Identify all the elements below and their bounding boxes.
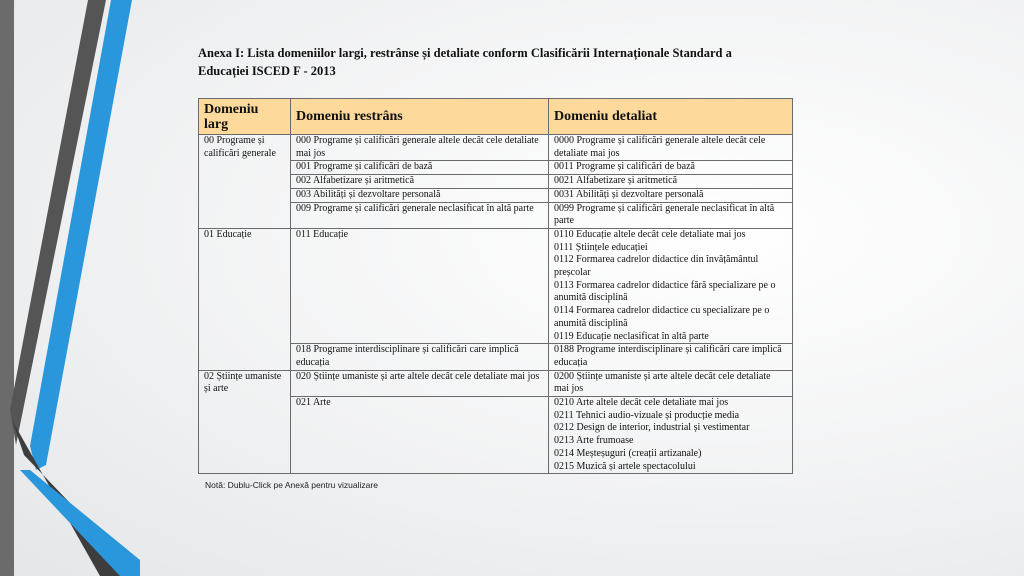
detailed-entry: 0211 Tehnici audio-vizuale și producție media bbox=[554, 409, 740, 421]
detailed-cell bbox=[549, 135, 793, 161]
broad-cell bbox=[199, 397, 291, 474]
detailed-entry: 0031 Abilități și dezvoltare personală bbox=[554, 188, 704, 200]
narrow-cell: 020 Științe umaniste și arte altele decât cele detaliate mai jos bbox=[291, 370, 549, 396]
header-domeniu-detaliat: Domeniu detaliat bbox=[549, 99, 793, 135]
table-row bbox=[199, 188, 793, 202]
detailed-cell bbox=[549, 175, 793, 189]
table-row bbox=[199, 344, 793, 370]
detailed-entry: 0119 Educație neclasificat în altă parte bbox=[554, 330, 709, 342]
detailed-entry: 0210 Arte altele decât cele detaliate mai jos bbox=[554, 397, 729, 409]
title-line-1: Anexa I: Lista domeniilor largi, restrânse și detaliate conform Clasificării Internaționale Standard a bbox=[198, 46, 732, 60]
broad-cell: 01 Educație bbox=[199, 228, 291, 343]
broad-cell bbox=[199, 161, 291, 175]
broad-cell: 00 Programe și calificări generale bbox=[199, 135, 291, 161]
detailed-cell bbox=[549, 370, 793, 396]
detailed-entry: 0011 Programe și calificări de bază bbox=[554, 161, 695, 173]
narrow-cell: 011 Educație bbox=[291, 228, 549, 343]
detailed-entry: 0213 Arte frumoase bbox=[554, 435, 634, 447]
isced-table bbox=[198, 98, 793, 474]
narrow-cell: 002 Alfabetizare și aritmetică bbox=[291, 175, 549, 189]
detailed-entry: 0214 Meșteșuguri (creații artizanale) bbox=[554, 447, 702, 459]
detailed-entry: 0112 Formarea cadrelor didactice din învățământul preșcolar bbox=[554, 254, 759, 279]
narrow-cell: 000 Programe și calificări generale altele decât cele detaliate mai jos bbox=[291, 135, 549, 161]
detailed-entry: 0113 Formarea cadrelor didactice fără specializare pe o anumită disciplină bbox=[554, 279, 776, 304]
detailed-entry: 0212 Design de interior, industrial și vestimentar bbox=[554, 422, 750, 434]
detailed-entry: 0000 Programe și calificări generale altele decât cele detaliate mai jos bbox=[554, 135, 766, 159]
footnote: Notă: Dublu-Click pe Anexă pentru vizualizare bbox=[205, 480, 378, 490]
narrow-cell: 018 Programe interdisciplinare și calificări care implică educația bbox=[291, 344, 549, 370]
narrow-cell: 003 Abilități și dezvoltare personală bbox=[291, 188, 549, 202]
broad-cell: 02 Științe umaniste și arte bbox=[199, 370, 291, 396]
detailed-entry: 0215 Muzică și artele spectacolului bbox=[554, 460, 696, 472]
broad-cell bbox=[199, 188, 291, 202]
detailed-entry: 0111 Științele educației bbox=[554, 241, 648, 253]
broad-cell bbox=[199, 344, 291, 370]
title-line-2: Educației ISCED F - 2013 bbox=[198, 64, 336, 78]
table-row bbox=[199, 135, 793, 161]
detailed-entry: 0021 Alfabetizare și aritmetică bbox=[554, 175, 678, 187]
broad-cell bbox=[199, 175, 291, 189]
detailed-entry: 0099 Programe și calificări generale neclasificat în altă parte bbox=[554, 202, 775, 227]
table-row bbox=[199, 370, 793, 396]
detailed-cell bbox=[549, 228, 793, 343]
broad-cell bbox=[199, 202, 291, 228]
table-header-row bbox=[199, 99, 793, 135]
table-row bbox=[199, 202, 793, 228]
narrow-cell: 009 Programe și calificări generale neclasificat în altă parte bbox=[291, 202, 549, 228]
detailed-entry: 0114 Formarea cadrelor didactice cu specializare pe o anumită disciplină bbox=[554, 305, 770, 329]
detailed-cell bbox=[549, 161, 793, 175]
narrow-cell: 021 Arte bbox=[291, 397, 549, 474]
header-domeniu-restrans: Domeniu restrâns bbox=[291, 99, 549, 135]
table-row bbox=[199, 161, 793, 175]
detailed-cell bbox=[549, 188, 793, 202]
table-row bbox=[199, 228, 793, 343]
header-domeniu-larg: Domeniu larg bbox=[199, 99, 291, 135]
table-row bbox=[199, 397, 793, 474]
detailed-entry: 0110 Educație altele decât cele detaliate mai jos bbox=[554, 228, 746, 240]
detailed-entry: 0200 Științe umaniste și arte altele decât cele detaliate mai jos bbox=[554, 370, 771, 395]
detailed-entry: 0188 Programe interdisciplinare și calificări care implică educația bbox=[554, 344, 782, 368]
narrow-cell: 001 Programe și calificări de bază bbox=[291, 161, 549, 175]
detailed-cell bbox=[549, 397, 793, 474]
table-row bbox=[199, 175, 793, 189]
page-title bbox=[198, 44, 818, 80]
detailed-cell bbox=[549, 202, 793, 228]
decorative-stripes bbox=[0, 0, 140, 576]
detailed-cell bbox=[549, 344, 793, 370]
